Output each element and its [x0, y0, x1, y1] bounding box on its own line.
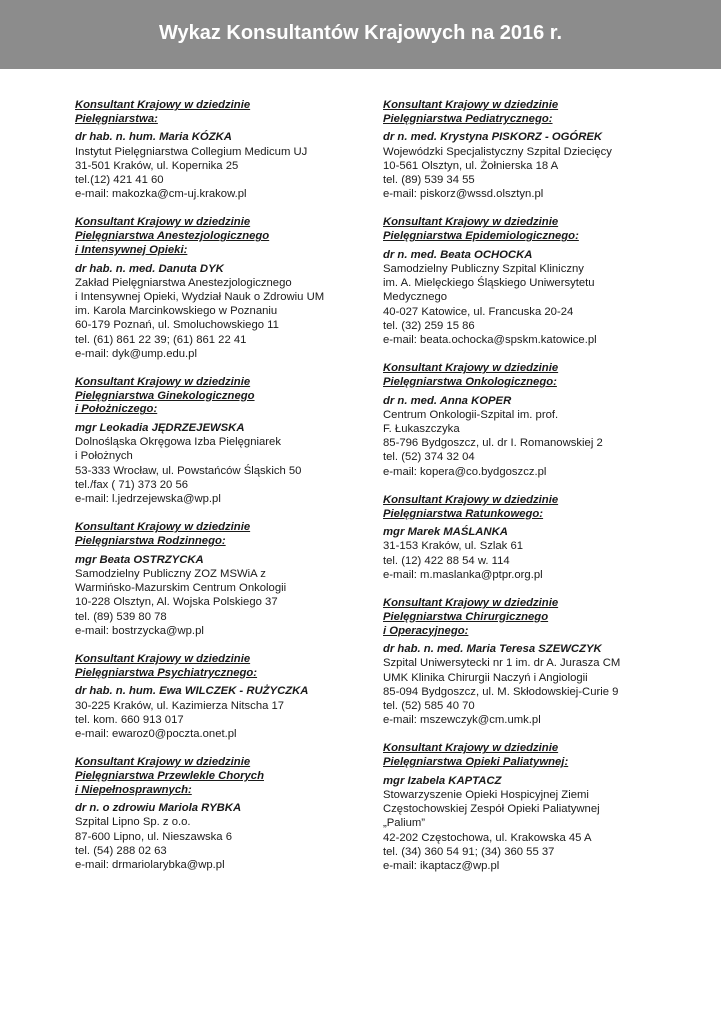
consultant-name: mgr Leokadia JĘDRZEJEWSKA — [75, 422, 245, 435]
consultant-name: dr hab. n. med. Maria Teresa SZEWCZYK — [383, 643, 602, 656]
detail-line: tel. (52) 374 32 04 — [383, 451, 475, 464]
detail-line: Instytut Pielęgniarstwa Collegium Medicum UJ — [75, 145, 308, 158]
email-line: e-mail: beata.ochocka@spskm.katowice.pl — [383, 334, 597, 347]
specialty-heading-line: Konsultant Krajowy w dziedzinie — [75, 521, 251, 534]
consultant-entry — [75, 216, 395, 361]
specialty-heading-line: Pielęgniarstwa Rodzinnego: — [75, 534, 226, 547]
detail-line: 10-561 Olsztyn, ul. Żołnierska 18 A — [383, 159, 559, 172]
detail-line: 40-027 Katowice, ul. Francuska 20-24 — [383, 305, 574, 318]
detail-line: 53-333 Wrocław, ul. Powstańców Śląskich 50 — [75, 464, 302, 477]
email-line: e-mail: kopera@co.bydgoszcz.pl — [383, 465, 547, 478]
specialty-heading — [383, 362, 703, 389]
specialty-heading — [383, 597, 703, 638]
detail-line: 87-600 Lipno, ul. Nieszawska 6 — [75, 830, 232, 843]
email-line: e-mail: bostrzycka@wp.pl — [75, 624, 204, 637]
consultant-entry — [75, 99, 395, 201]
specialty-heading — [75, 216, 395, 257]
specialty-heading-line: Pielęgniarstwa: — [75, 112, 158, 125]
detail-line: im. Karola Marcinkowskiego w Poznaniu — [75, 305, 278, 318]
email-line: e-mail: drmariolarybka@wp.pl — [75, 859, 225, 872]
consultant-entry — [383, 494, 703, 582]
specialty-heading — [383, 216, 703, 243]
email-line: e-mail: makozka@cm-uj.krakow.pl — [75, 188, 247, 201]
email-line: e-mail: piskorz@wssd.olsztyn.pl — [383, 188, 544, 201]
detail-line: Medycznego — [383, 291, 448, 304]
detail-line: tel. (34) 360 54 91; (34) 360 55 37 — [383, 845, 555, 858]
email-line: e-mail: ewaroz0@poczta.onet.pl — [75, 727, 237, 740]
consultant-entry — [75, 376, 395, 506]
consultant-name: dr n. med. Anna KOPER — [383, 394, 512, 407]
consultant-entry — [383, 99, 703, 201]
detail-line: 31-501 Kraków, ul. Kopernika 25 — [75, 159, 239, 172]
detail-line: Warmińsko-Mazurskim Centrum Onkologii — [75, 582, 287, 595]
detail-line: i Położnych — [75, 450, 133, 463]
detail-line: Szpital Lipno Sp. z o.o. — [75, 816, 191, 829]
detail-line: tel. kom. 660 913 017 — [75, 713, 184, 726]
detail-line: Stowarzyszenie Opieki Hospicyjnej Ziemi — [383, 789, 589, 802]
specialty-heading — [383, 742, 703, 769]
email-line: e-mail: mszewczyk@cm.umk.pl — [383, 714, 541, 727]
specialty-heading — [75, 376, 395, 417]
consultant-entry — [383, 597, 703, 727]
email-line: e-mail: m.maslanka@ptpr.org.pl — [383, 568, 543, 581]
page-title: Wykaz Konsultantów Krajowych na 2016 r. — [158, 22, 563, 44]
detail-line: Samodzielny Publiczny ZOZ MSWiA z — [75, 567, 266, 580]
detail-line: 30-225 Kraków, ul. Kazimierza Nitscha 17 — [75, 699, 285, 712]
specialty-heading-line: Konsultant Krajowy w dziedzinie — [75, 652, 251, 665]
specialty-heading-line: Pielęgniarstwa Ginekologicznego — [75, 389, 255, 402]
specialty-heading-line: Konsultant Krajowy w dziedzinie — [383, 493, 559, 506]
detail-line: Szpital Uniwersytecki nr 1 im. dr A. Jurasza CM — [383, 657, 621, 670]
specialty-heading-line: Pielęgniarstwa Anestezjologicznego — [75, 230, 270, 243]
detail-line: 10-228 Olsztyn, Al. Wojska Polskiego 37 — [75, 596, 278, 609]
consultant-entry — [75, 521, 395, 638]
specialty-heading — [75, 99, 395, 126]
detail-line: Centrum Onkologii-Szpital im. prof. — [383, 408, 559, 421]
detail-line: tel. (54) 288 02 63 — [75, 844, 167, 857]
specialty-heading-line: Konsultant Krajowy w dziedzinie — [383, 597, 559, 610]
detail-line: tel.(12) 421 41 60 — [75, 174, 164, 187]
detail-line: tel. (52) 585 40 70 — [383, 700, 475, 713]
consultant-entry — [75, 756, 395, 872]
detail-line: Dolnośląska Okręgowa Izba Pielęgniarek — [75, 436, 281, 449]
specialty-heading-line: Pielęgniarstwa Pediatrycznego: — [383, 112, 553, 125]
detail-line: UMK Klinika Chirurgii Naczyń i Angiologii — [383, 671, 588, 684]
left-column — [75, 99, 395, 887]
specialty-heading-line: Pielęgniarstwa Chirurgicznego — [383, 610, 549, 623]
detail-line: 85-796 Bydgoszcz, ul. dr I. Romanowskiej 2 — [383, 437, 603, 450]
email-line: e-mail: dyk@ump.edu.pl — [75, 347, 197, 360]
specialty-heading-line: Pielęgniarstwa Ratunkowego: — [383, 507, 544, 520]
consultant-name: dr n. o zdrowiu Mariola RYBKA — [75, 802, 242, 815]
consultant-name: mgr Beata OSTRZYCKA — [75, 553, 204, 566]
email-line: e-mail: l.jedrzejewska@wp.pl — [75, 493, 221, 506]
consultant-entry — [383, 742, 703, 873]
consultant-name: dr hab. n. med. Danuta DYK — [75, 262, 224, 275]
detail-line: „Palium” — [383, 817, 426, 830]
specialty-heading-line: i Operacyjnego: — [383, 624, 469, 637]
specialty-heading — [75, 521, 395, 548]
specialty-heading — [75, 756, 395, 797]
specialty-heading-line: Pielęgniarstwa Przewlekle Chorych — [75, 769, 264, 782]
specialty-heading-line: Konsultant Krajowy w dziedzinie — [75, 375, 251, 388]
specialty-heading — [383, 494, 703, 521]
consultant-entry — [383, 216, 703, 347]
detail-line: tel. (89) 539 34 55 — [383, 174, 475, 187]
consultant-name: mgr Izabela KAPTACZ — [383, 774, 502, 787]
specialty-heading-line: i Niepełnosprawnych: — [75, 783, 192, 796]
detail-line: Samodzielny Publiczny Szpital Kliniczny — [383, 263, 584, 276]
specialty-heading-line: Konsultant Krajowy w dziedzinie — [75, 216, 251, 229]
specialty-heading-line: Konsultant Krajowy w dziedzinie — [383, 362, 559, 375]
detail-line: 31-153 Kraków, ul. Szlak 61 — [383, 540, 524, 553]
specialty-heading-line: Konsultant Krajowy w dziedzinie — [383, 742, 559, 755]
detail-line: Częstochowskiej Zespół Opieki Paliatywnej — [383, 803, 600, 816]
detail-line: F. Łukaszczyka — [383, 423, 460, 436]
detail-line: tel. (12) 422 88 54 w. 114 — [383, 554, 510, 567]
consultant-name: dr hab. n. hum. Ewa WILCZEK - RUŻYCZKA — [75, 685, 309, 698]
detail-line: 60-179 Poznań, ul. Smoluchowskiego 11 — [75, 319, 279, 332]
detail-line: tel. (89) 539 80 78 — [75, 610, 167, 623]
specialty-heading-line: Konsultant Krajowy w dziedzinie — [75, 756, 251, 769]
consultant-name: dr n. med. Krystyna PISKORZ - OGÓREK — [383, 131, 603, 144]
specialty-heading-line: Pielęgniarstwa Opieki Paliatywnej: — [383, 756, 569, 769]
detail-line: 85-094 Bydgoszcz, ul. M. Skłodowskiej-Curie 9 — [383, 685, 619, 698]
detail-line: i Intensywnej Opieki, Wydział Nauk o Zdrowiu UM — [75, 290, 325, 303]
title-bar — [0, 0, 721, 69]
consultant-entry — [75, 653, 395, 741]
email-line: e-mail: ikaptacz@wp.pl — [383, 860, 500, 873]
specialty-heading-line: Konsultant Krajowy w dziedzinie — [383, 216, 559, 229]
specialty-heading-line: Pielęgniarstwa Psychiatrycznego: — [75, 666, 258, 679]
consultant-name: dr n. med. Beata OCHOCKA — [383, 248, 533, 261]
right-column — [383, 99, 703, 888]
detail-line: Zakład Pielęgniarstwa Anestezjologicznego — [75, 276, 292, 289]
specialty-heading-line: i Położniczego: — [75, 403, 158, 416]
specialty-heading-line: Pielęgniarstwa Onkologicznego: — [383, 375, 557, 388]
consultant-name: mgr Marek MAŚLANKA — [383, 526, 508, 539]
specialty-heading-line: Konsultant Krajowy w dziedzinie — [383, 99, 559, 111]
detail-line: tel. (32) 259 15 86 — [383, 319, 475, 332]
consultant-entry — [383, 362, 703, 479]
detail-line: 42-202 Częstochowa, ul. Krakowska 45 A — [383, 831, 592, 844]
specialty-heading-line: Konsultant Krajowy w dziedzinie — [75, 99, 251, 111]
specialty-heading-line: Pielęgniarstwa Epidemiologicznego: — [383, 230, 579, 243]
specialty-heading-line: i Intensywnej Opieki: — [75, 243, 188, 256]
detail-line: tel. (61) 861 22 39; (61) 861 22 41 — [75, 333, 247, 346]
consultant-name: dr hab. n. hum. Maria KÓZKA — [75, 131, 232, 144]
detail-line: Wojewódzki Specjalistyczny Szpital Dziecięcy — [383, 145, 612, 158]
specialty-heading — [383, 99, 703, 126]
detail-line: im. A. Mielęckiego Śląskiego Uniwersytetu — [383, 277, 595, 290]
specialty-heading — [75, 653, 395, 680]
detail-line: tel./fax ( 71) 373 20 56 — [75, 478, 189, 491]
